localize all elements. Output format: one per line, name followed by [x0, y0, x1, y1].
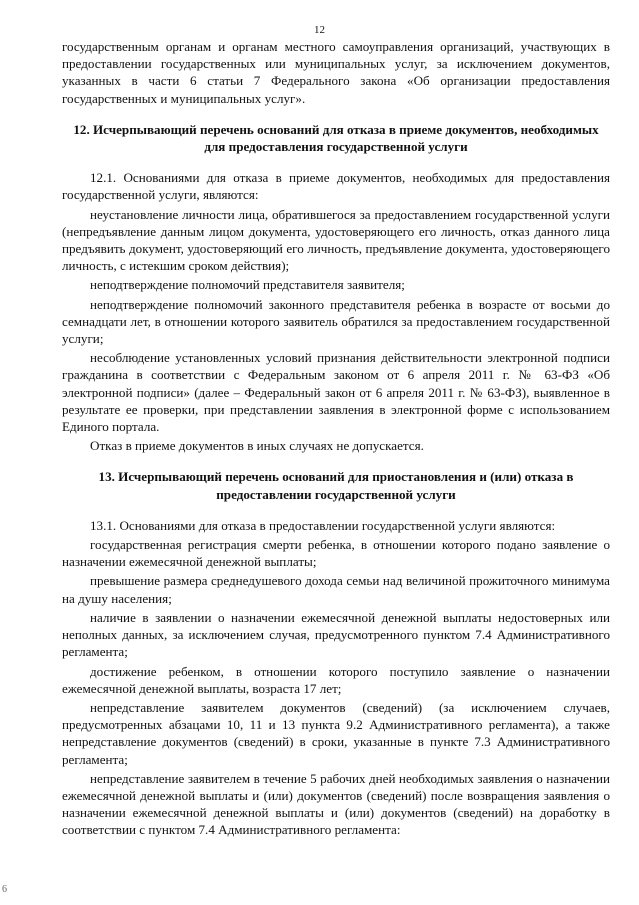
section-13-paragraph: 13.1. Основаниями для отказа в предоставлении государственной услуги являются:: [90, 517, 556, 533]
intro-paragraph: государственным органам и органам местного самоуправления организаций, участвующих в предоставлении государственных или муниципальных услуг, за исключением документов, указанных в части 6 статьи 7 Федерального закона «Об организации предоставления государственных и муниципальных услуг».: [62, 39, 610, 106]
section-12-paragraph: неподтверждение полномочий представителя заявителя;: [90, 277, 405, 293]
section-12-paragraph: неподтверждение полномочий законного представителя ребенка в возрасте от восьми до семнадцати лет, в отношении которого заявитель обратился за предоставлением государственной услуги;: [62, 296, 610, 347]
corner-mark: 6: [2, 884, 7, 895]
section-13-paragraph: наличие в заявлении о назначении ежемесячной денежной выплаты недостоверных или неполных данных, за исключением случая, предусмотренного пунктом 7.4 Административного регламента;: [62, 609, 610, 660]
section-12-paragraph: неустановление личности лица, обратившегося за предоставлением государственной услуги (непредъявление данным лицом документа, удостоверяющего его личность, отказ данного лица предъявить документ, удостоверяющий его личность, предъявление документа, удостоверяющего личность, с истекшим сроком действия);: [62, 206, 610, 274]
document-body: [62, 38, 610, 839]
section-13-heading: 13. Исчерпывающий перечень оснований для приостановления и (или) отказа в предоставлении государственной услуги: [98, 469, 574, 502]
section-12-paragraph: несоблюдение установленных условий признания действительности электронной подписи гражданина в соответствии с Федеральным законом от 6 апреля 2011 г. № 63-ФЗ «Об электронной подписи» (далее – Федеральный закон от 6 апреля 2011 г. № 63-ФЗ), выявленное в результате ее проверки, при представлении заявления в электронной форме с использованием Единого портала.: [62, 350, 610, 435]
section-13-paragraph: превышение размера среднедушевого дохода семьи над величиной прожиточного минимума на душу населения;: [62, 573, 610, 606]
section-13-paragraph: непредставление заявителем документов (сведений) (за исключением случаев, предусмотренных абзацами 10, 11 и 13 пункта 9.2 Административного регламента), а также непредставление документов (сведений) в сроки, указанные в пункте 7.3 Административного регламента;: [62, 699, 610, 767]
section-13-paragraph: достижение ребенком, в отношении которого поступило заявление о назначении ежемесячной денежной выплаты, возраста 17 лет;: [62, 663, 610, 696]
section-13-paragraph: непредставление заявителем в течение 5 рабочих дней необходимых заявления о назначении ежемесячной денежной выплаты и (или) документов (сведений) после возвращения заявления о назначении ежемесячной денежной выплаты и (или) документов (сведений) на доработку в соответствии с пунктом 7.4 Административного регламента:: [62, 770, 610, 838]
section-13-paragraph: государственная регистрация смерти ребенка, в отношении которого подано заявление о назначении ежемесячной денежной выплаты;: [62, 537, 610, 570]
section-12-heading: 12. Исчерпывающий перечень оснований для отказа в приеме документов, необходимых для предоставления государственной услуги: [73, 121, 599, 155]
section-12-paragraph: Отказ в приеме документов в иных случаях не допускается.: [90, 438, 424, 454]
section-12-paragraph: 12.1. Основаниями для отказа в приеме документов, необходимых для предоставления государственной услуги, являются:: [62, 170, 610, 203]
page-number: 12: [314, 24, 325, 36]
